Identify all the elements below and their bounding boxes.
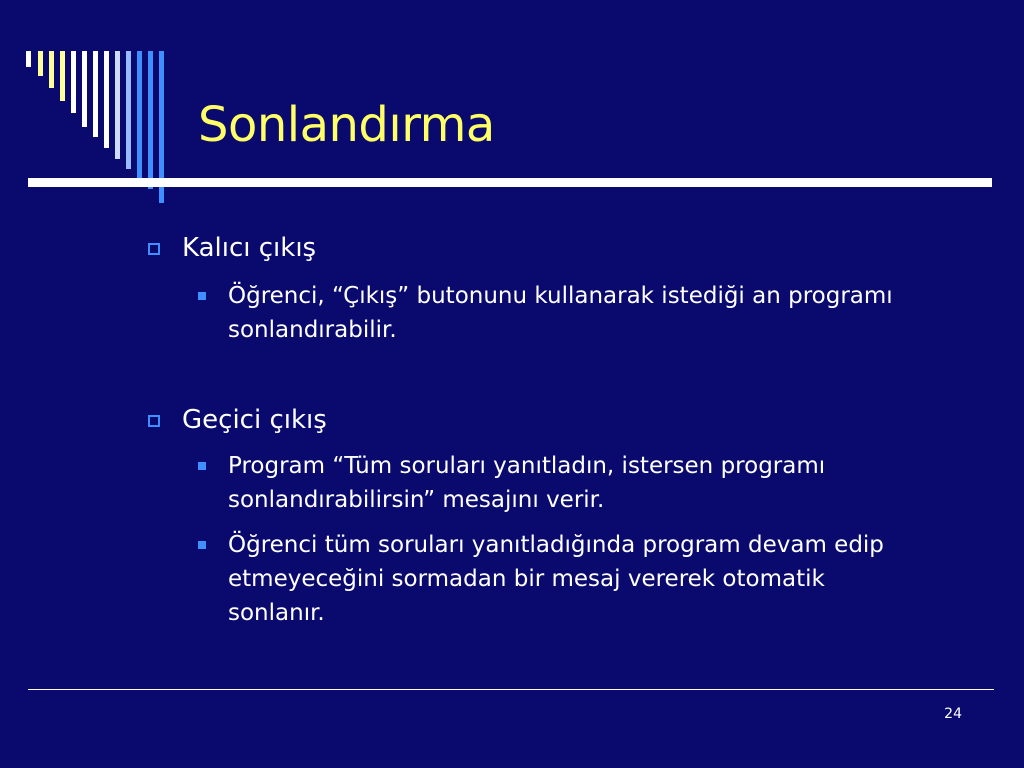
footer-divider [28,689,994,690]
hollow-square-bullet-icon [148,243,160,255]
list-item: Öğrenci tüm soruları yanıtladığında program devam edip etmeyeceğini sormadan bir mesaj vererek otomatik sonlanır. [228,532,884,626]
filled-square-bullet-icon [198,292,206,300]
filled-square-bullet-icon [198,462,206,470]
hollow-square-bullet-icon [148,415,160,427]
list-item: Öğrenci, “Çıkış” butonunu kullanarak istediği an programı sonlandırabilir. [228,283,893,343]
list-item: Program “Tüm soruları yanıtladın, istersen programı sonlandırabilirsin” mesajını verir. [228,453,826,513]
section-heading: Geçici çıkış [182,405,327,435]
slide-title: Sonlandırma [198,97,495,153]
filled-square-bullet-icon [198,541,206,549]
section-heading: Kalıcı çıkış [182,233,317,263]
page-number: 24 [944,706,962,722]
